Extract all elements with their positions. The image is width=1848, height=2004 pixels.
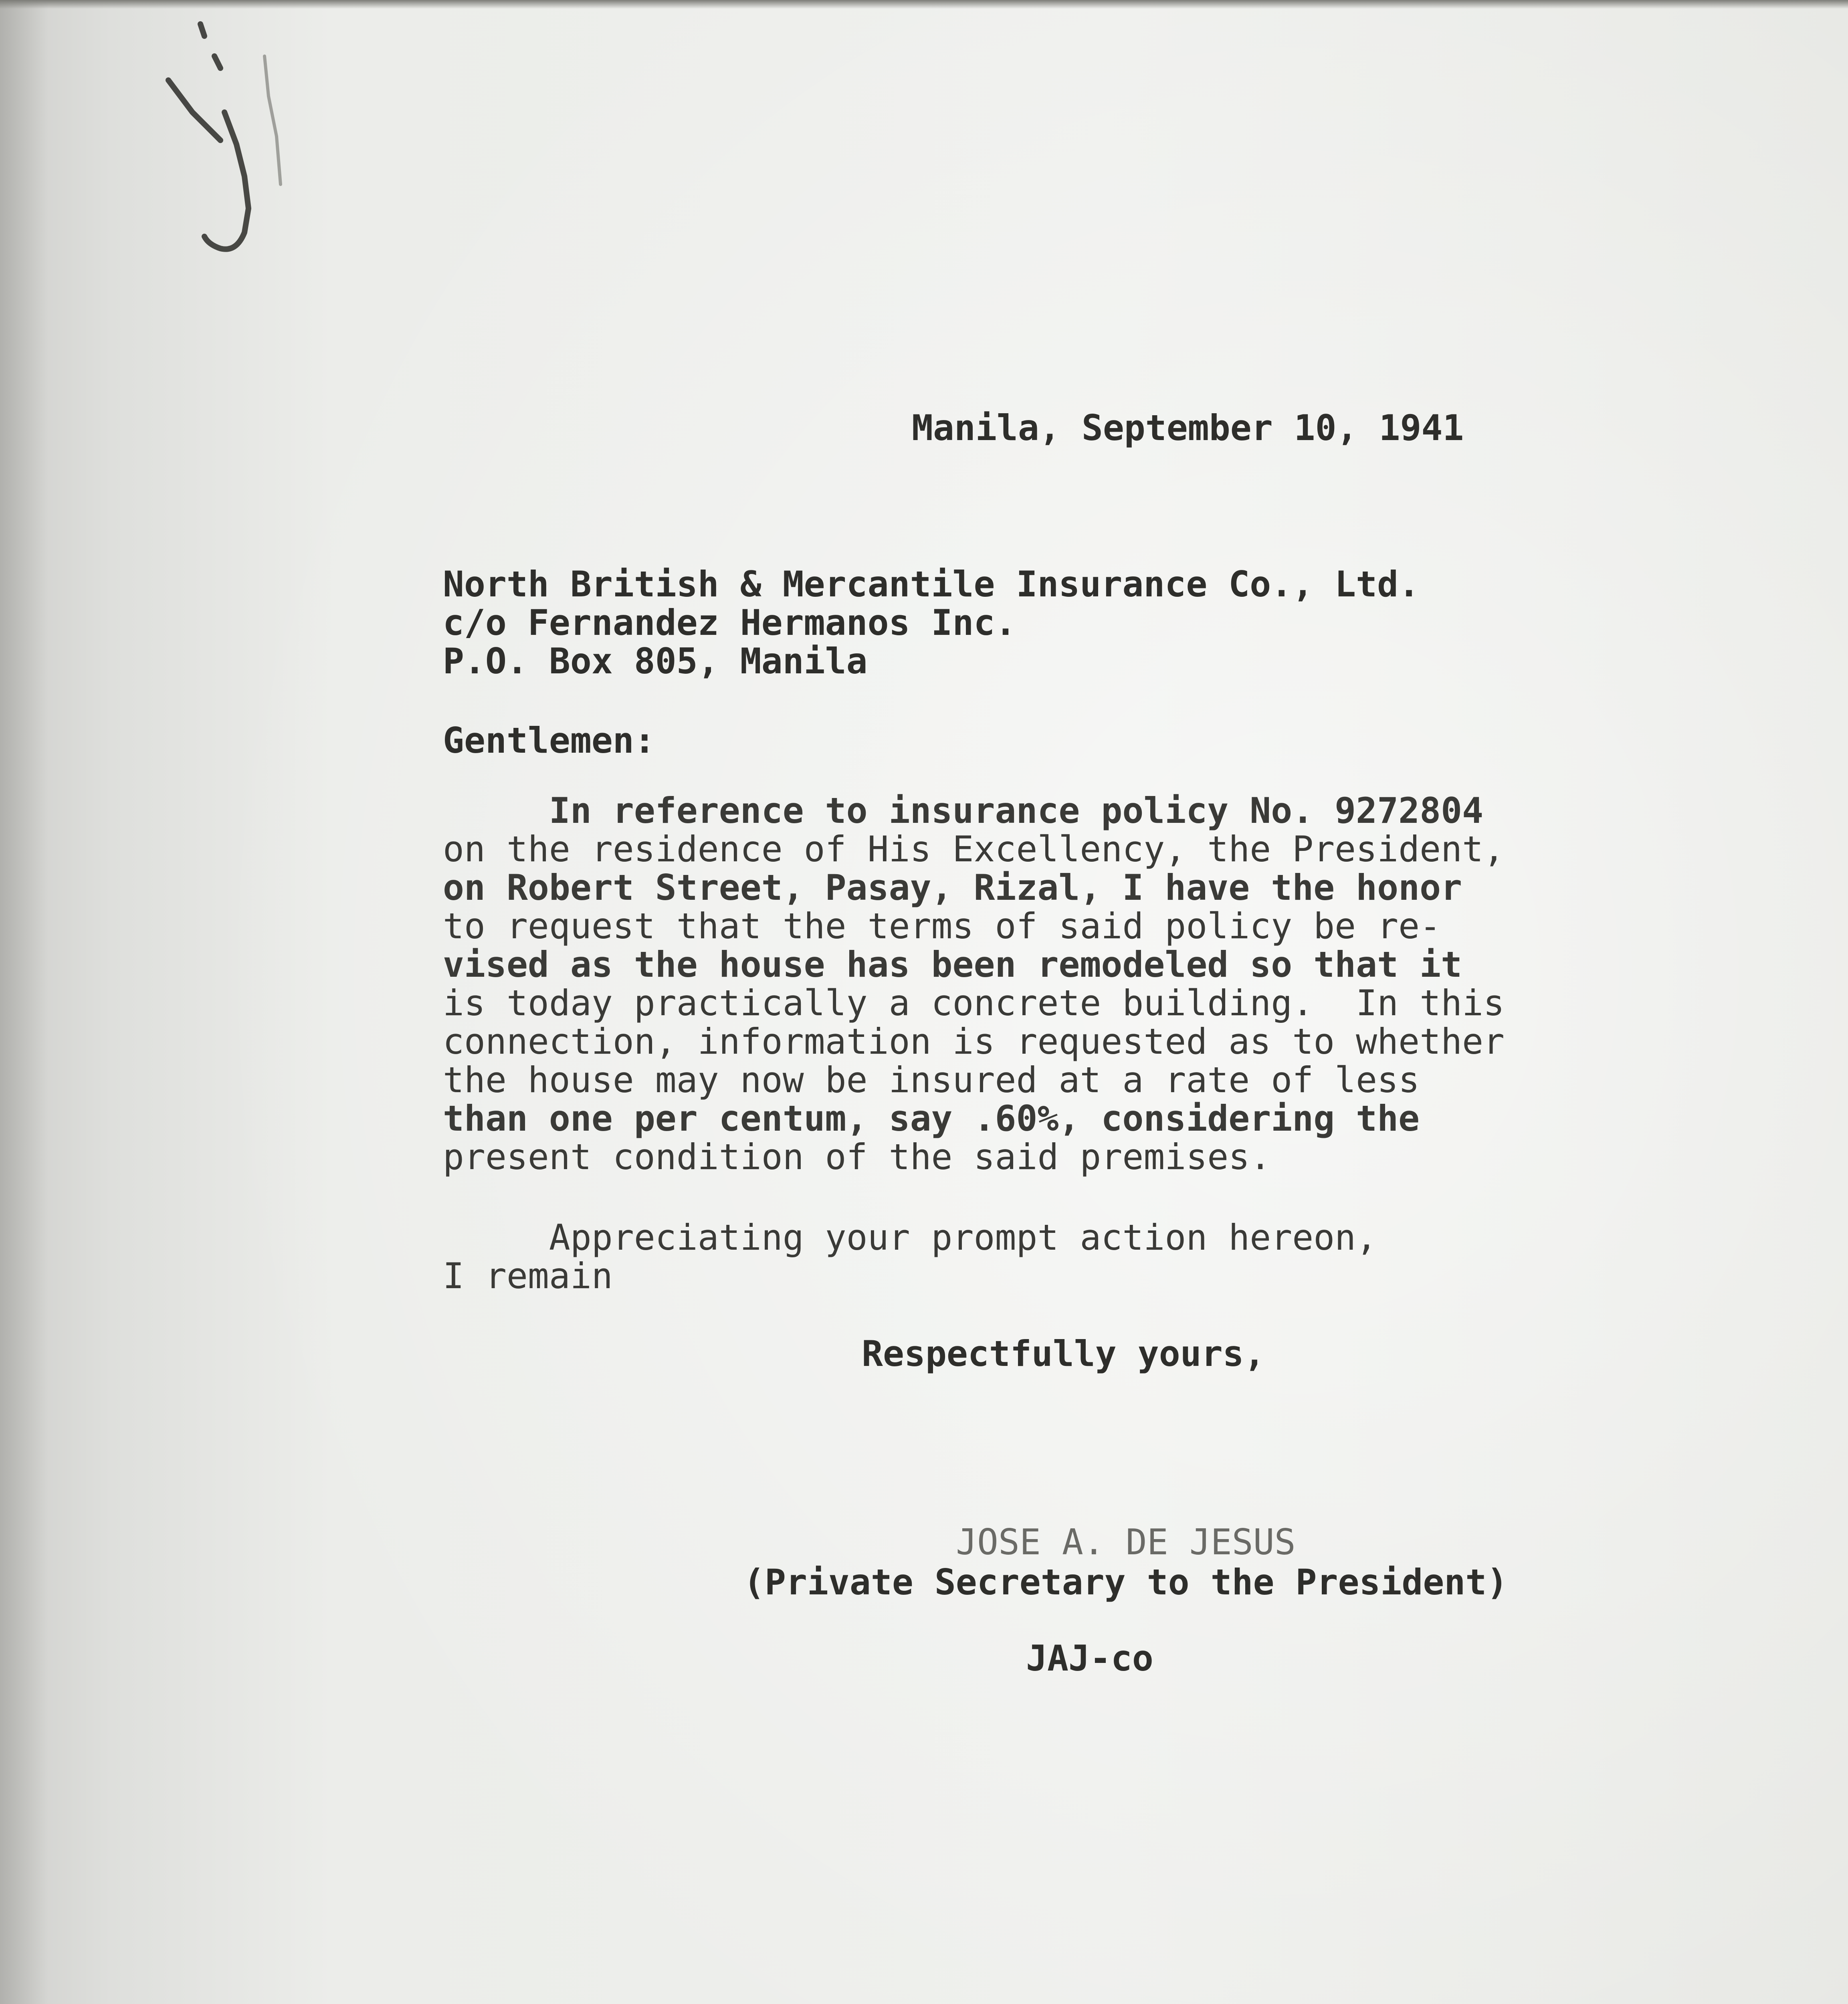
recipient-line-1: North British & Mercantile Insurance Co., Ltd. [443,564,1420,605]
body-line: to request that the terms of said policy be re- [443,905,1441,947]
page-fold-shadow [0,0,48,2004]
closing-line-1: Appreciating your prompt action hereon, [443,1217,1377,1258]
letter-date: Manila, September 10, 1941 [912,407,1464,448]
complimentary-close: Respectfully yours, [862,1333,1265,1374]
body-paragraph [443,792,1505,1176]
signer-name: JOSE A. DE JESUS [956,1521,1296,1563]
body-line: than one per centum, say .60%, considering the [443,1098,1420,1139]
pencil-mark-icon [144,8,337,265]
body-line: is today practically a concrete building. In this [443,982,1505,1024]
salutation: Gentlemen: [443,720,655,761]
body-line: on Robert Street, Pasay, Rizal, I have the honor [443,867,1462,908]
recipient-line-2: c/o Fernandez Hermanos Inc. [443,602,1016,643]
page-top-edge [0,0,1848,9]
closing-line-2: I remain [443,1255,613,1297]
body-line: the house may now be insured at a rate of less [443,1059,1420,1101]
recipient-line-3: P.O. Box 805, Manila [443,640,868,682]
body-line: vised as the house has been remodeled so that it [443,944,1462,985]
body-line: present condition of the said premises. [443,1136,1271,1178]
signer-title: (Private Secretary to the President) [743,1562,1508,1603]
body-line: In reference to insurance policy No. 9272804 [443,790,1484,831]
body-line: on the residence of His Excellency, the President, [443,828,1505,870]
body-line: connection, information is requested as to whether [443,1021,1505,1062]
reference-initials: JAJ-co [1026,1638,1153,1679]
